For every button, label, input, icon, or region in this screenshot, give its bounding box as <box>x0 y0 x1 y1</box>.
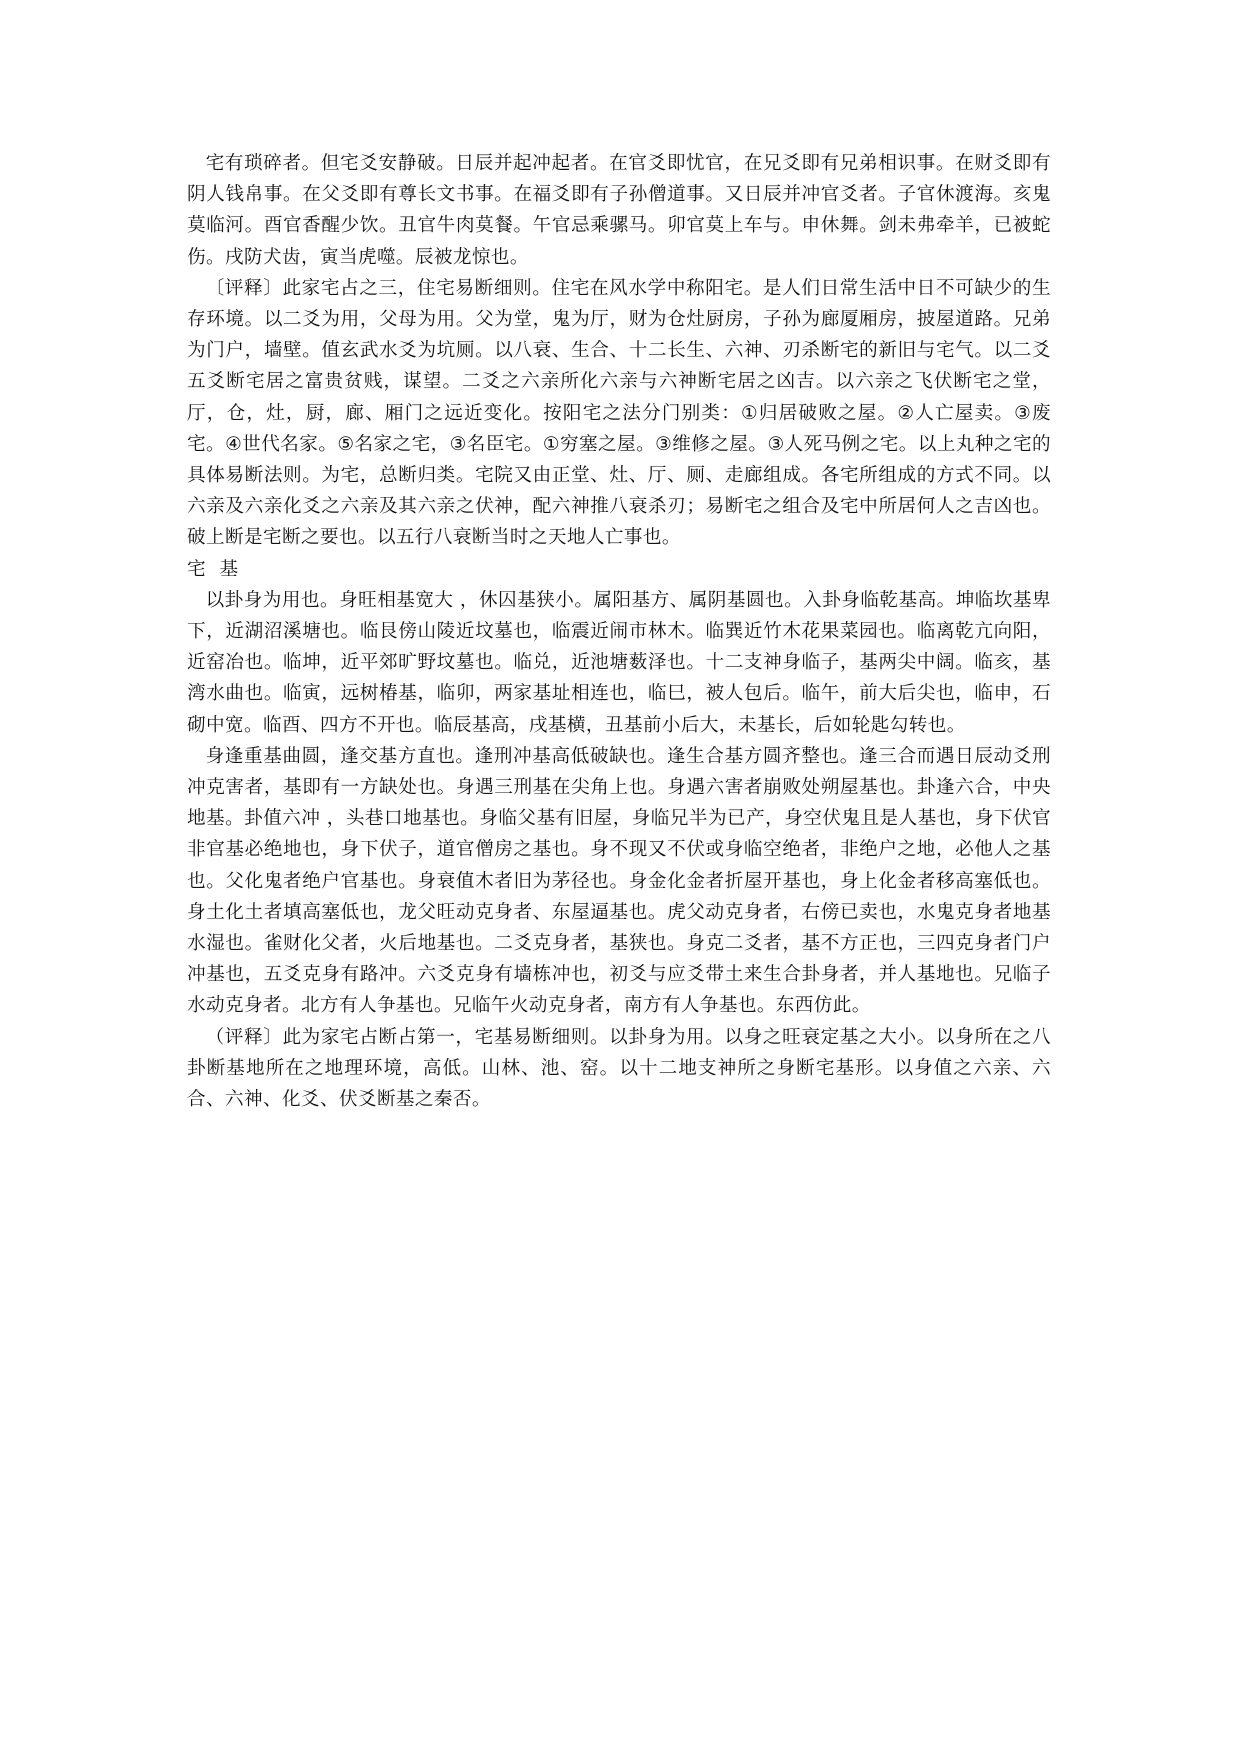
section-heading-house-foundation: 宅 基 <box>187 558 243 580</box>
paragraph-foundation-details: 身逢重基曲圆，逢交基方直也。逢刑冲基高低破缺也。逢生合基方圆齐整也。逢三合而遇日辰动爻刑冲克害者，基即有一方缺处也。身遇三刑基在尖角上也。身遇六害者崩败处朔屋基也。卦逢六合，中央地基。卦值六冲 ，头巷口地基也。身临父基有旧屋，身临兄半为已产，身空伏鬼且是人基也，身下伏官非官基必绝地也，身下伏子，道官僧房之基也。身不现又不伏或身临空绝者，非绝户之地，必他人之基也。父化鬼者绝户官基也。身衰值木者旧为茅径也。身金化金者折屋开基也，身上化金者移高塞低也。身土化土者填高塞低也，龙父旺动克身者、东屋逼基也。虎父动克身者，右傍已卖也，水鬼克身者地基水湿也。雀财化父者，火后地基也。二爻克身者，基狭也。身克二爻者，基不方正也，三四克身者门户冲基也，五爻克身有路冲。六爻克身有墙栋冲也，初爻与应爻带土来生合卦身者，并人基地也。兄临子水动克身者。北方有人争基也。兄临午火动克身者，南方有人争基也。东西仿此。 <box>187 745 1051 1017</box>
document-page <box>187 148 1051 1115</box>
paragraph-commentary-foundation: （评释〕此为家宅占断占第一，宅基易断细则。以卦身为用。以身之旺衰定基之大小。以身所在之八卦断基地所在之地理环境，高低。山林、池、窑。以十二地支神所之身断宅基形。以身值之六亲、六合、六神、化爻、伏爻断基之秦否。 <box>187 1026 1051 1111</box>
paragraph-foundation-body: 以卦身为用也。身旺相基宽大 ，休囚基狭小。属阳基方、属阴基圆也。入卦身临乾基高。坤临坎基卑下，近湖沼溪塘也。临艮傍山陵近坟墓也，临震近闹市林木。临巽近竹木花果菜园也。临离乾亢向阳，近窑冶也。临坤，近平郊旷野坟墓也。临兑，近池塘薮泽也。十二支神身临子，基两尖中阔。临亥，基湾水曲也。临寅，远树椿基，临卯，两家基址相连也，临巳，被人包后。临午，前大后尖也，临申，石砌中宽。临酉、四方不开也。临辰基高，戌基横，丑基前小后大，未基长，后如轮匙勾转也。 <box>187 589 1051 736</box>
paragraph-house-omens: 宅有琐碎者。但宅爻安静破。日辰并起冲起者。在官爻即忧官，在兄爻即有兄弟相识事。在财爻即有阴人钱帛事。在父爻即有尊长文书事。在福爻即有子孙僧道事。又日辰并冲官爻者。子官休渡海。亥鬼莫临河。酉官香醒少饮。丑官牛肉莫餐。午官忌乘骡马。卯官莫上车与。申休舞。剑未弗牵羊，已被蛇伤。戌防犬齿，寅当虎噬。辰被龙惊也。 <box>187 153 1051 268</box>
paragraph-commentary-house: 〔评释〕此家宅占之三，住宅易断细则。住宅在风水学中称阳宅。是人们日常生活中日不可缺少的生存环境。以二爻为用，父母为用。父为堂，鬼为厅，财为仓灶厨房，子孙为廊厦厢房，披屋道路。兄弟为门户，墙壁。值玄武水爻为坑厕。以八衰、生合、十二长生、六神、刃杀断宅的新旧与宅气。以二爻五爻断宅居之富贵贫贱，谋望。二爻之六亲所化六亲与六神断宅居之凶吉。以六亲之飞伏断宅之堂，厅，仓，灶，厨，廊、厢门之远近变化。按阳宅之法分门别类：①归居破败之屋。②人亡屋卖。③废宅。④世代名家。⑤名家之宅，③名臣宅。①穷塞之屋。③维修之屋。③人死马例之宅。以上丸种之宅的具体易断法则。为宅，总断归类。宅院又由正堂、灶、厅、厕、走廊组成。各宅所组成的方式不同。以六亲及六亲化爻之六亲及其六亲之伏神，配六神推八衰杀刃；易断宅之组合及宅中所居何人之吉凶也。破上断是宅断之要也。以五行八衰断当时之天地人亡事也。 <box>187 277 1051 549</box>
